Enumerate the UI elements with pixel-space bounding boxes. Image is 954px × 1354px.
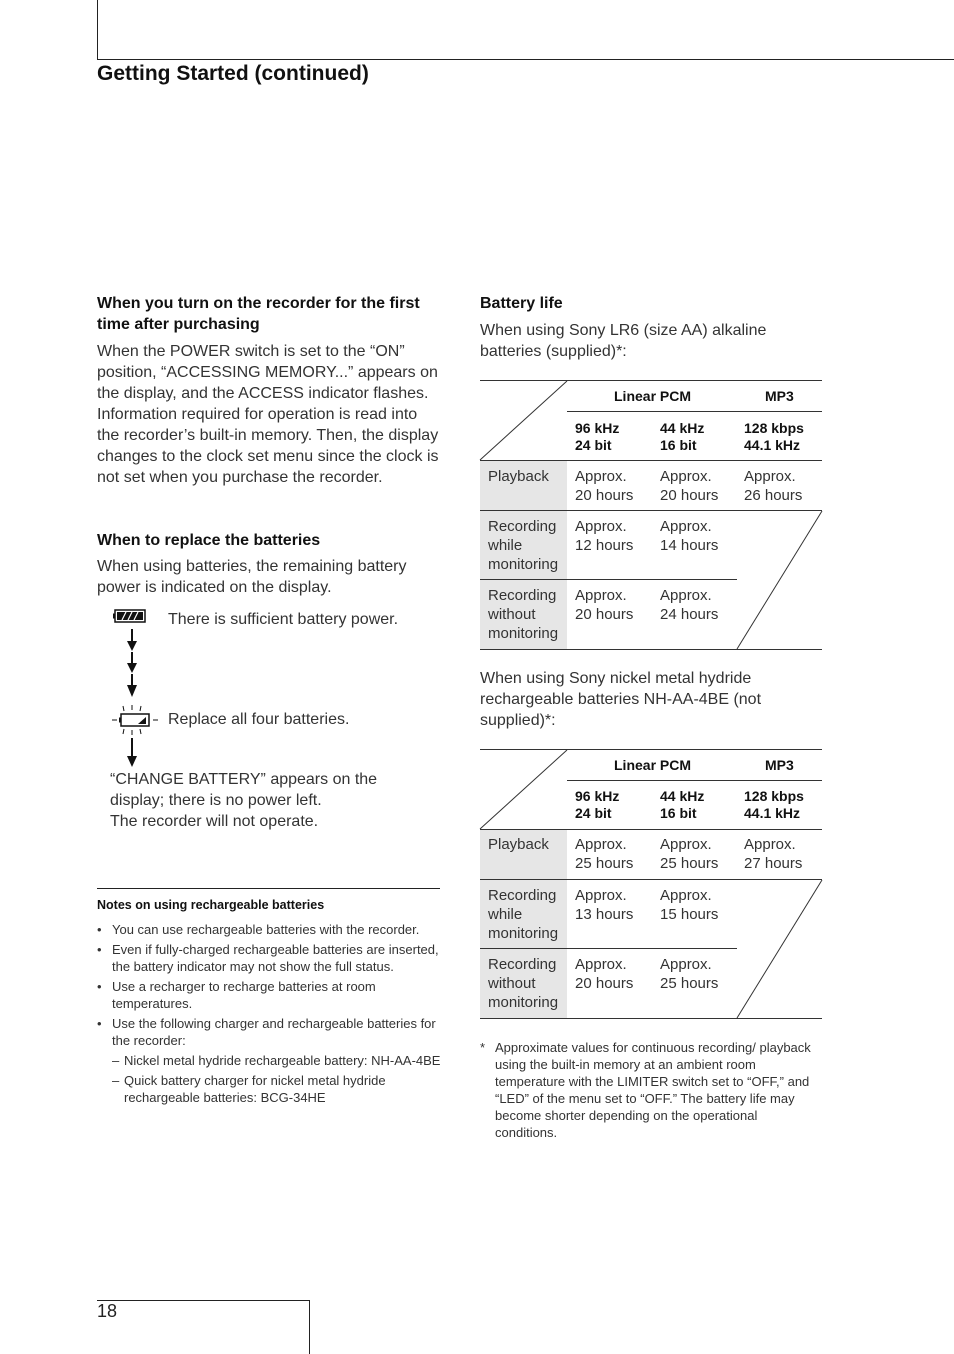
header-linear-pcm: Linear PCM: [614, 388, 692, 404]
table-cell: Approx. 25 hours: [660, 836, 719, 872]
row-label-playback: Playback: [488, 836, 549, 853]
nimh-battery-table: [480, 749, 822, 1019]
battery-indicator-diagram: [112, 605, 162, 770]
table-cell: Approx. 12 hours: [575, 518, 634, 554]
change-battery-line-1: “CHANGE BATTERY” appears on the display; there is no power left.: [110, 771, 378, 809]
table-cell: Approx. 20 hours: [575, 956, 634, 992]
battery-full-text: There is sufficient battery power.: [168, 611, 399, 628]
sub-list-item: – Nickel metal hydride rechargeable battery: NH-AA-4BE: [112, 1053, 441, 1068]
row-label-rec-without: Recording without monitoring: [488, 587, 559, 642]
footer-rule-vertical: [309, 1300, 310, 1354]
header-rule-vertical: [97, 0, 98, 60]
page-title: Getting Started (continued): [97, 62, 369, 85]
footnote: [480, 1039, 815, 1141]
first-time-heading: When you turn on the recorder for the first time after purchasing: [97, 295, 420, 333]
battery-full-icon: [113, 610, 145, 622]
alkaline-intro: When using Sony LR6 (size AA) alkaline batteries (supplied)*:: [480, 322, 767, 360]
battery-down-arrows-icon: [127, 629, 137, 697]
header-col2: 44 kHz 16 bit: [660, 788, 705, 821]
list-item: • Use the following charger and rechargeable batteries for the recorder:: [97, 1016, 436, 1048]
battery-low-text: Replace all four batteries.: [168, 711, 350, 728]
table-cell: Approx. 20 hours: [575, 587, 634, 623]
header-rule-horizontal: [97, 59, 954, 60]
battery-low-blinking-icon: [112, 705, 158, 735]
header-col3: 128 kbps 44.1 kHz: [744, 788, 804, 821]
first-time-text: When the POWER switch is set to the “ON” position, “ACCESSING MEMORY...” appears on the display, and the ACCESS indicator flashes. Information required for operation is read into the recorder’s built-in memory. Then, the display changes to the clock set menu since the clock is not set when you purchase the recorder.: [97, 343, 439, 486]
header-col1: 96 kHz 24 bit: [575, 420, 620, 453]
table-cell: Approx. 27 hours: [744, 836, 803, 872]
alkaline-battery-table: [480, 380, 822, 650]
list-item: • You can use rechargeable batteries with the recorder.: [97, 922, 420, 937]
row-label-rec-while: Recording while monitoring: [488, 887, 559, 942]
battery-life-heading: Battery life: [480, 295, 563, 312]
table-cell: Approx. 24 hours: [660, 587, 719, 623]
replace-text: When using batteries, the remaining battery power is indicated on the display.: [97, 558, 407, 596]
footnote-text: Approximate values for continuous recording/ playback using the built-in memory at an ambient room temperature with the LIMITER switch set to “OFF,” and “LED” of the menu set to “OFF.” The battery life may become shorter depending on the operational conditions.: [495, 1040, 811, 1140]
header-col2: 44 kHz 16 bit: [660, 420, 705, 453]
battery-empty-arrow-icon: [127, 738, 137, 767]
table-cell: Approx. 15 hours: [660, 887, 719, 923]
header-col3: 128 kbps 44.1 kHz: [744, 420, 804, 453]
row-label-rec-while: Recording while monitoring: [488, 518, 559, 573]
row-label-rec-without: Recording without monitoring: [488, 956, 559, 1011]
sub-list-item: – Quick battery charger for nickel metal hydride rechargeable batteries: BCG-34HE: [112, 1073, 386, 1105]
table-cell: Approx. 20 hours: [660, 468, 719, 504]
table-cell: Approx. 20 hours: [575, 468, 634, 504]
header-mp3: MP3: [765, 388, 794, 404]
header-linear-pcm: Linear PCM: [614, 757, 692, 773]
header-col1: 96 kHz 24 bit: [575, 788, 620, 821]
nimh-intro: When using Sony nickel metal hydride rechargeable batteries NH-AA-4BE (not supplied)*:: [480, 670, 762, 729]
table-cell: Approx. 25 hours: [575, 836, 634, 872]
list-item: • Use a recharger to recharge batteries at room temperatures.: [97, 979, 376, 1011]
footnote-marker: *: [480, 1040, 486, 1055]
page-number: 18: [97, 1301, 118, 1321]
replace-section: [97, 530, 442, 598]
notes-title: Notes on using rechargeable batteries: [97, 898, 325, 912]
table-cell: Approx. 14 hours: [660, 518, 719, 554]
row-label-playback: Playback: [488, 468, 549, 485]
battery-life-section: [480, 293, 825, 362]
table-cell: Approx. 26 hours: [744, 468, 803, 504]
replace-heading: When to replace the batteries: [97, 532, 321, 549]
table-cell: Approx. 13 hours: [575, 887, 634, 923]
header-mp3: MP3: [765, 757, 794, 773]
first-time-section: [97, 293, 442, 488]
footer-rule-horizontal: [97, 1300, 310, 1301]
change-battery-line-2: The recorder will not operate.: [110, 813, 319, 830]
list-item: • Even if fully-charged rechargeable batteries are inserted, the battery indicator may not show the full status.: [97, 942, 439, 974]
change-battery-text: [110, 769, 400, 832]
table-cell: Approx. 25 hours: [660, 956, 719, 992]
notes-list: [97, 921, 442, 1109]
notes-rule: [97, 888, 440, 889]
